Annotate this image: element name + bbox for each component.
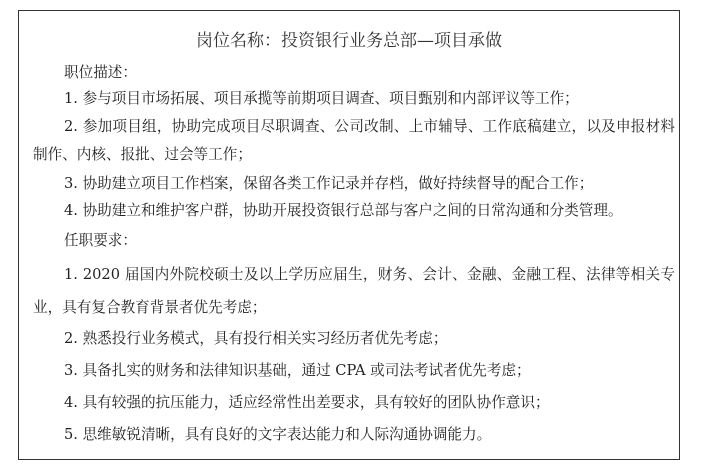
requirement-item: 5. 思维敏锐清晰，具有良好的文字表达能力和人际沟通协调能力。 (64, 426, 492, 443)
description-item: 2. 参加项目组，协助完成项目尽职调查、公司改制、上市辅导、工作底稿建立，以及申报材料制作、内核、报批、过会等工作； (33, 118, 675, 163)
description-item: 3. 协助建立项目工作档案，保留各类工作记录并存档，做好持续督导的配合工作； (64, 175, 594, 192)
requirements-heading: 任职要求： (64, 232, 137, 249)
job-posting-box (18, 10, 680, 460)
requirement-item: 1. 2020 届国内外院校硕士及以上学历应届生，财务、会计、金融、金融工程、法律等相关专业，具有复合教育背景者优先考虑； (33, 266, 675, 316)
description-item: 4. 协助建立和维护客户群，协助开展投资银行总部与客户之间的日常沟通和分类管理。 (64, 202, 623, 219)
requirement-item: 3. 具备扎实的财务和法律知识基础，通过 CPA 或司法考试者优先考虑； (64, 362, 531, 379)
description-heading: 职位描述： (64, 64, 137, 81)
description-item: 1. 参与项目市场拓展、项目承揽等前期项目调查、项目甄别和内部评议等工作； (64, 90, 579, 107)
requirement-item: 2. 熟悉投行业务模式，具有投行相关实习经历者优先考虑； (64, 330, 448, 347)
requirement-item: 4. 具有较强的抗压能力，适应经常性出差要求，具有较好的团队协作意识； (64, 394, 550, 411)
job-title: 岗位名称：投资银行业务总部—项目承做 (196, 31, 502, 51)
